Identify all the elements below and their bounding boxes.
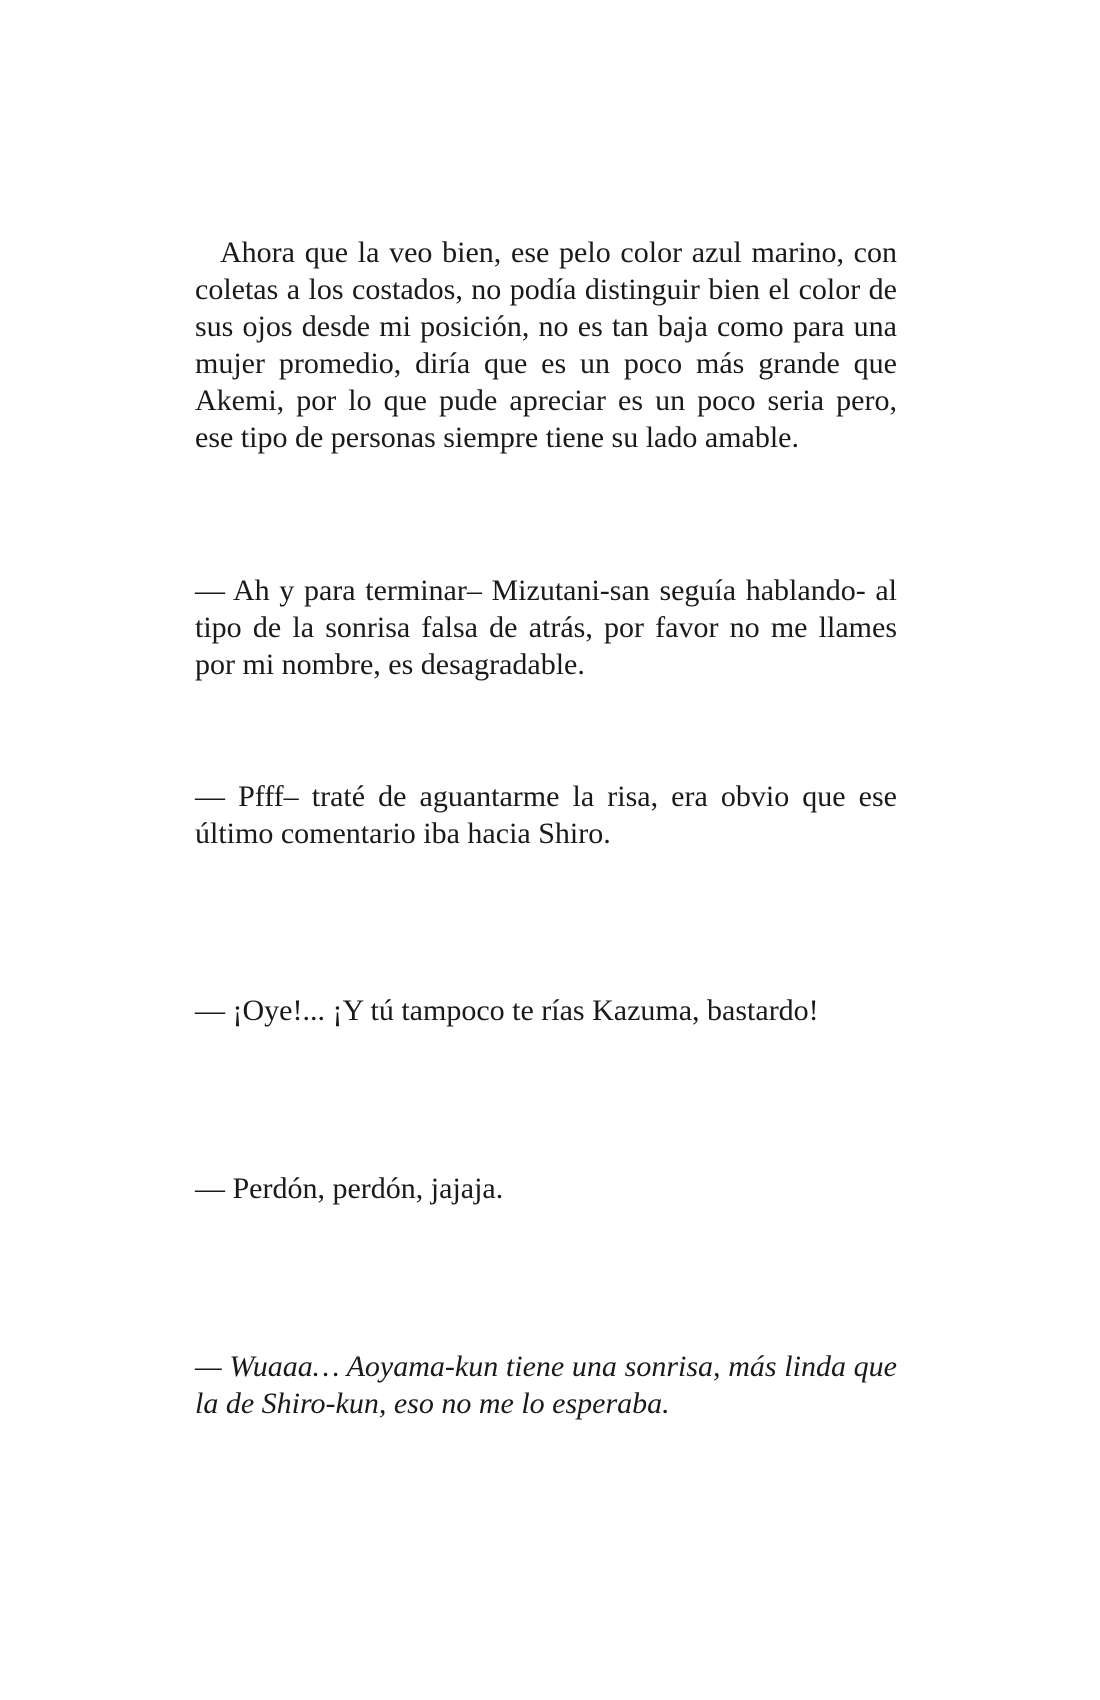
dialogue-paragraph: — ¡Oye!... ¡Y tú tampoco te rías Kazuma, bastardo! — [195, 994, 819, 1027]
dialogue-paragraph: — Pfff– traté de aguantarme la risa, era obvio que ese último comentario iba hacia Shiro. — [195, 780, 897, 850]
dialogue-paragraph-italic: — Wuaaa… Aoyama-kun tiene una sonrisa, más linda que la de Shiro-kun, eso no me lo esperaba. — [195, 1350, 897, 1420]
narration-paragraph: Ahora que la veo bien, ese pelo color azul marino, con coletas a los costados, no podía distinguir bien el color de sus ojos desde mi posición, no es tan baja como para una mujer promedio, diría que es un poco más grande que Akemi, por lo que pude apreciar es un poco seria pero, ese tipo de personas siempre tiene su lado amable. — [195, 236, 897, 454]
dialogue-paragraph: — Perdón, perdón, jajaja. — [195, 1172, 504, 1205]
dialogue-paragraph: — Ah y para terminar– Mizutani-san seguía hablando- al tipo de la sonrisa falsa de atrás, por favor no me llames por mi nombre, es desagradable. — [195, 574, 897, 681]
